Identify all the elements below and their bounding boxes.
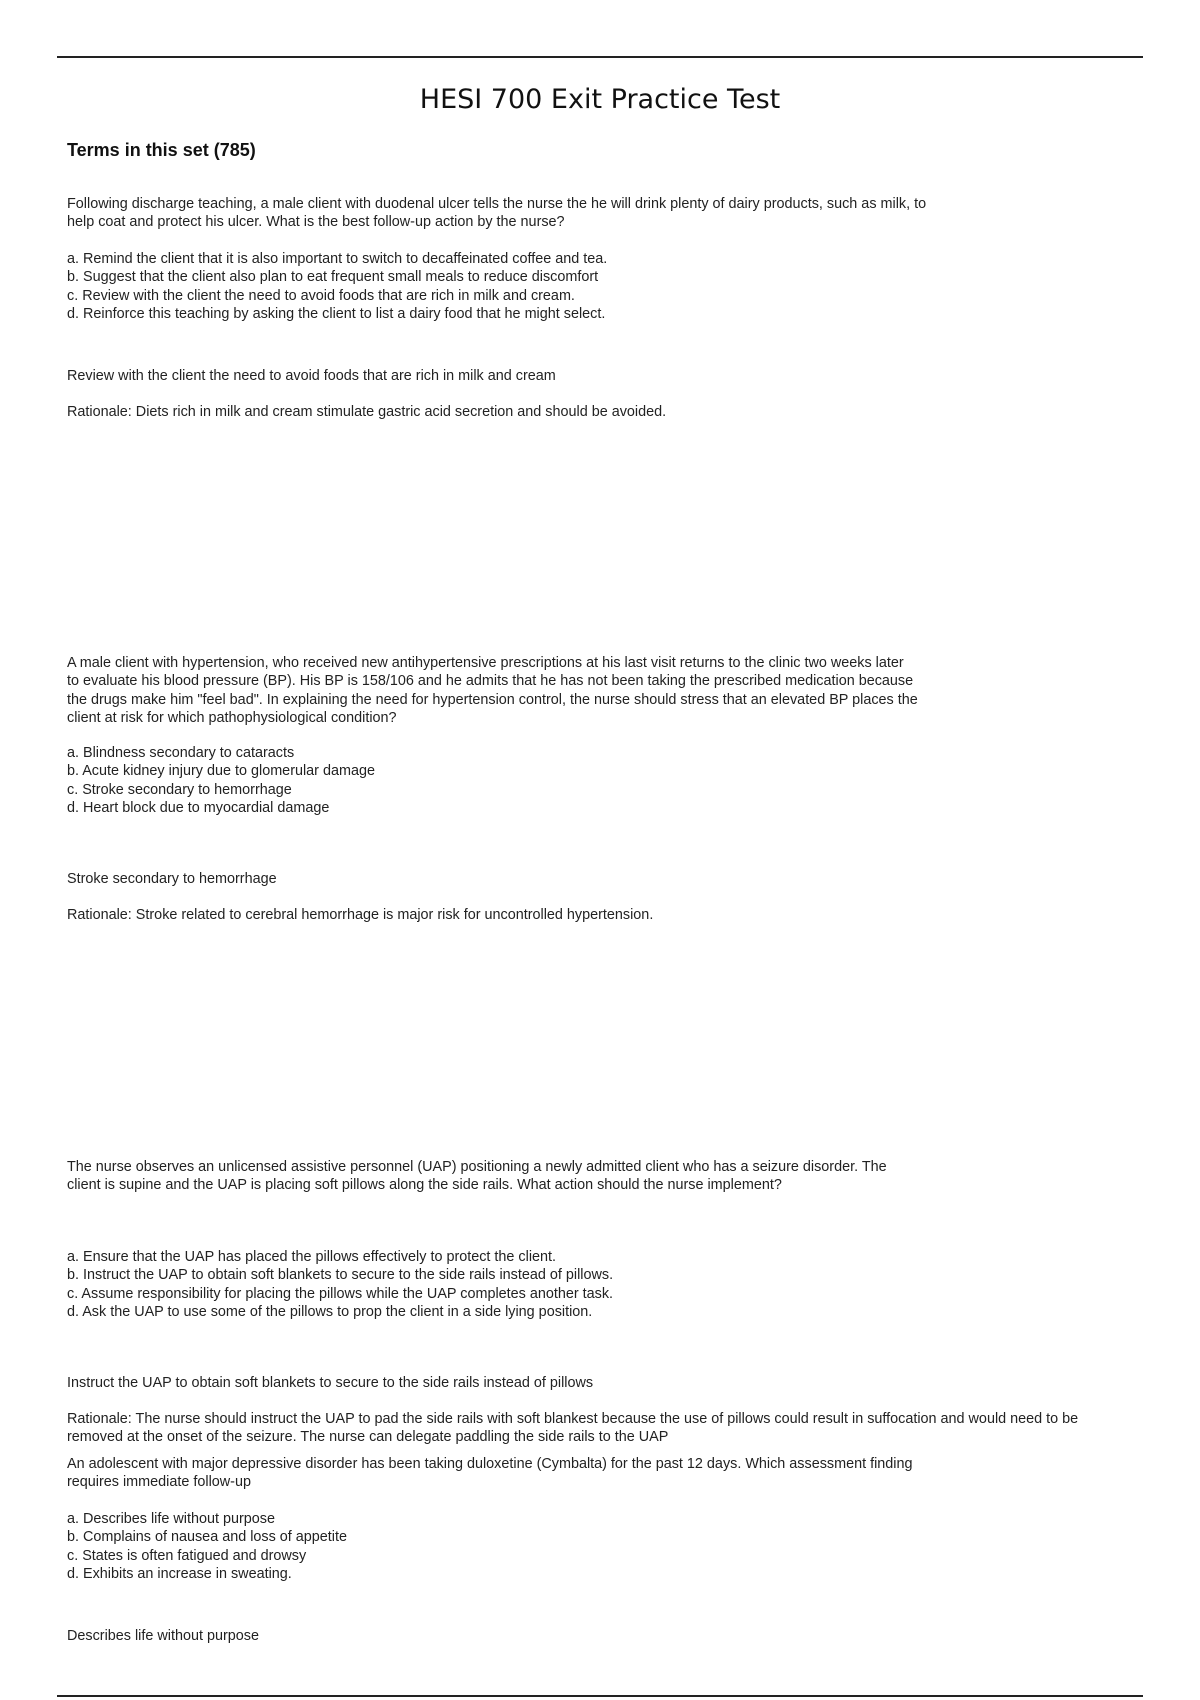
option: d. Heart block due to myocardial damage: [67, 800, 330, 817]
card-3-answer: Instruct the UAP to obtain soft blankets to secure to the side rails instead of pillows: [67, 1375, 594, 1391]
option: a. Blindness secondary to cataracts: [67, 745, 295, 761]
card-1-rationale: Rationale: Diets rich in milk and cream stimulate gastric acid secretion and should be avoided.: [67, 404, 667, 420]
card-3-question: The nurse observes an unlicensed assistive personnel (UAP) positioning a newly admitted client who has a seizure disorder. The client is supine and the UAP is placing soft pillows along the side rails. What action should the nurse implement?: [67, 1159, 887, 1194]
option: d. Exhibits an increase in sweating.: [67, 1566, 292, 1583]
card-3-rationale: Rationale: The nurse should instruct the UAP to pad the side rails with soft blankest because the use of pillows could result in suffocation and would need to be removed at the onset of the seizure. The nurse can delegate paddling the side rails to the UAP: [67, 1411, 1079, 1446]
option: b. Acute kidney injury due to glomerular damage: [67, 763, 375, 780]
card-1-options: [67, 250, 607, 324]
card-1-question: Following discharge teaching, a male client with duodenal ulcer tells the nurse the he will drink plenty of dairy products, such as milk, to help coat and protect his ulcer. What is the best follow-up action by the nurse?: [67, 196, 927, 231]
document-title: HESI 700 Exit Practice Test: [419, 84, 781, 115]
option: b. Complains of nausea and loss of appetite: [67, 1529, 347, 1546]
card-4-options: [67, 1510, 347, 1584]
card-2-question: A male client with hypertension, who received new antihypertensive prescriptions at his last visit returns to the clinic two weeks later to evaluate his blood pressure (BP). His BP is 158/106 and he admits that he has not been taking the prescribed medication because the drugs make him "feel bad". In explaining the need for hypertension control, the nurse should stress that an elevated BP places the client at risk for which pathophysiological condition?: [67, 655, 918, 727]
card-4-answer: Describes life without purpose: [67, 1628, 259, 1644]
option: b. Instruct the UAP to obtain soft blankets to secure to the side rails instead of pillows.: [67, 1267, 614, 1284]
top-rule: [57, 56, 1143, 58]
card-1-answer: Review with the client the need to avoid foods that are rich in milk and cream: [67, 368, 556, 384]
option: c. Review with the client the need to avoid foods that are rich in milk and cream.: [67, 287, 575, 304]
option: c. Stroke secondary to hemorrhage: [67, 781, 292, 798]
option: a. Ensure that the UAP has placed the pillows effectively to protect the client.: [67, 1249, 557, 1265]
option: d. Ask the UAP to use some of the pillows to prop the client in a side lying position.: [67, 1304, 593, 1321]
card-2-options: [67, 744, 375, 818]
option: b. Suggest that the client also plan to eat frequent small meals to reduce discomfort: [67, 269, 599, 286]
card-3-options: [67, 1248, 613, 1322]
option: a. Remind the client that it is also important to switch to decaffeinated coffee and tea.: [67, 251, 608, 267]
terms-count-heading: Terms in this set (785): [67, 140, 256, 160]
bottom-rule: [57, 1695, 1143, 1697]
option: d. Reinforce this teaching by asking the client to list a dairy food that he might select.: [67, 306, 606, 323]
card-2-answer: Stroke secondary to hemorrhage: [67, 871, 277, 887]
card-4-question: An adolescent with major depressive disorder has been taking duloxetine (Cymbalta) for the past 12 days. Which assessment finding requires immediate follow-up: [67, 1456, 913, 1491]
option: c. Assume responsibility for placing the pillows while the UAP completes another task.: [67, 1285, 614, 1302]
option: c. States is often fatigued and drowsy: [67, 1547, 307, 1564]
option: a. Describes life without purpose: [67, 1511, 275, 1527]
card-2-rationale: Rationale: Stroke related to cerebral hemorrhage is major risk for uncontrolled hypertension.: [67, 907, 654, 923]
